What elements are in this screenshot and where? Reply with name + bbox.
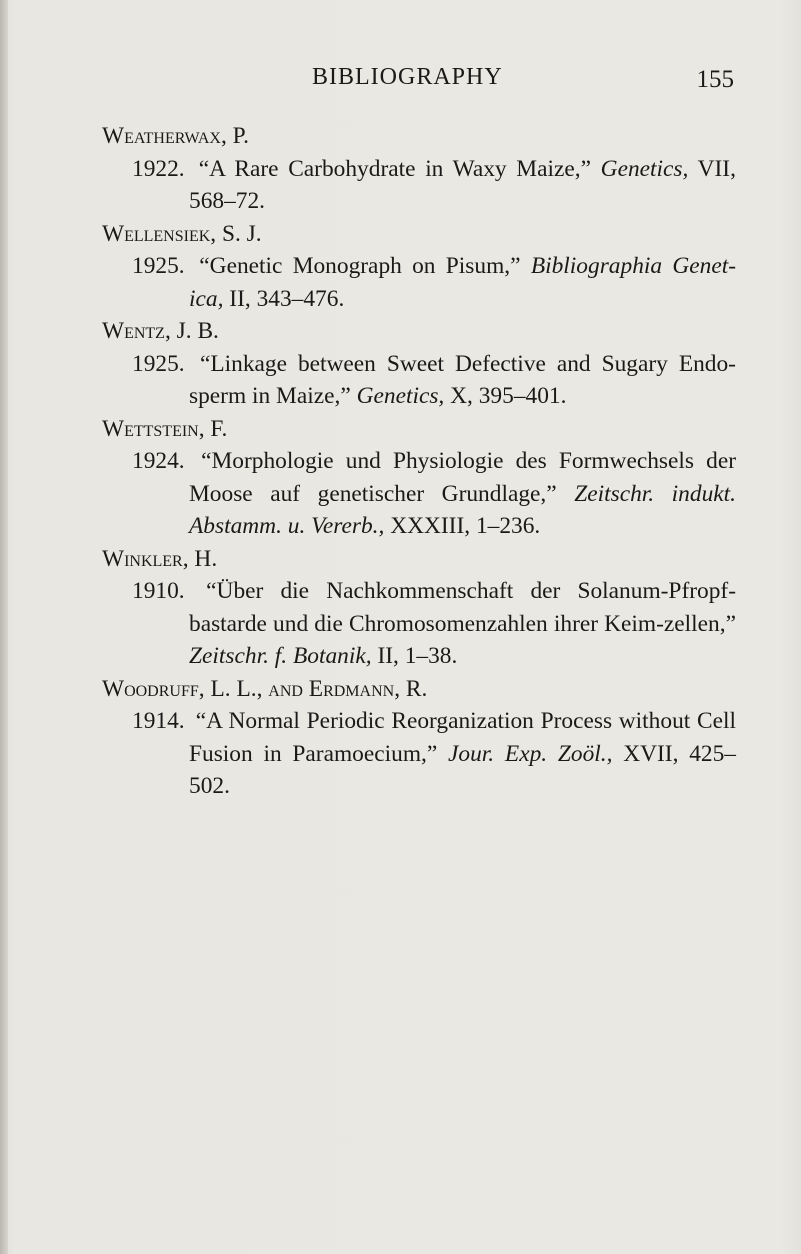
entry-journal: Genetics, — [356, 383, 445, 409]
entry-year: 1922. — [132, 155, 185, 182]
entry-citation — [102, 445, 736, 543]
entry-year: 1925. — [132, 350, 185, 377]
entry-author: Wellensiek, S. J. — [102, 220, 262, 247]
bibliography-entry — [102, 673, 736, 803]
entry-citation — [102, 705, 736, 803]
entry-journal: Bibliographia Genet-ica, — [189, 253, 737, 312]
entry-details: VII, 568–72. — [189, 155, 736, 214]
entry-citation — [102, 348, 736, 413]
entry-year: 1910. — [132, 578, 185, 604]
bibliography-entry — [102, 413, 736, 543]
entry-title: “Linkage between Sweet Defective and Sugary Endo-sperm in Maize,” — [189, 350, 736, 409]
page-number: 155 — [696, 66, 734, 93]
entry-author: Wentz, J. B. — [102, 318, 219, 344]
entry-citation — [102, 153, 736, 218]
binding-edge — [0, 0, 8, 1254]
running-title: BIBLIOGRAPHY — [312, 64, 503, 90]
entry-year: 1924. — [132, 448, 185, 474]
entry-author: Winkler, H. — [102, 545, 218, 572]
bibliography-entry — [102, 543, 736, 673]
entry-details: XVII, 425–502. — [189, 740, 736, 799]
entry-journal: Zeitschr. f. Botanik, — [189, 643, 372, 669]
entry-details: X, 395–401. — [450, 383, 567, 409]
entry-details: XXXIII, 1–236. — [390, 513, 541, 539]
entry-journal: Jour. Exp. Zoöl., — [448, 740, 613, 767]
bibliography-entry — [102, 315, 736, 413]
entry-details: II, 343–476. — [229, 285, 345, 312]
entry-title: “Genetic Monograph on Pisum,” — [199, 253, 521, 279]
entry-title: “A Normal Periodic Reorganization Process without Cell Fusion in Paramoecium,” — [189, 708, 736, 767]
entry-title: “A Rare Carbohydrate in Waxy Maize,” — [198, 155, 591, 182]
entry-details: II, 1–38. — [377, 643, 458, 669]
bibliography-list — [102, 120, 736, 803]
entry-title: “Über die Nachkommenschaft der Solanum-Pfropf-bastarde und die Chromosomenzahlen ihrer Keim-zellen,” — [189, 578, 736, 637]
running-head — [102, 64, 736, 104]
entry-journal: Zeitschr. indukt. Abstamm. u. Vererb., — [189, 480, 736, 539]
entry-citation — [102, 575, 736, 673]
bibliography-entry — [102, 120, 736, 218]
entry-year: 1914. — [132, 708, 185, 734]
entry-author: Weatherwax, P. — [102, 123, 249, 149]
entry-author: Woodruff, L. L., and Erdmann, R. — [102, 675, 428, 702]
entry-citation — [102, 250, 736, 315]
entry-title: “Morphologie und Physiologie des Formwechsels der Moose auf genetischer Grundlage,” — [189, 448, 736, 507]
bibliography-entry — [102, 218, 736, 316]
entry-author: Wettstein, F. — [102, 415, 228, 442]
entry-year: 1925. — [132, 253, 185, 279]
entry-journal: Genetics, — [600, 155, 689, 182]
